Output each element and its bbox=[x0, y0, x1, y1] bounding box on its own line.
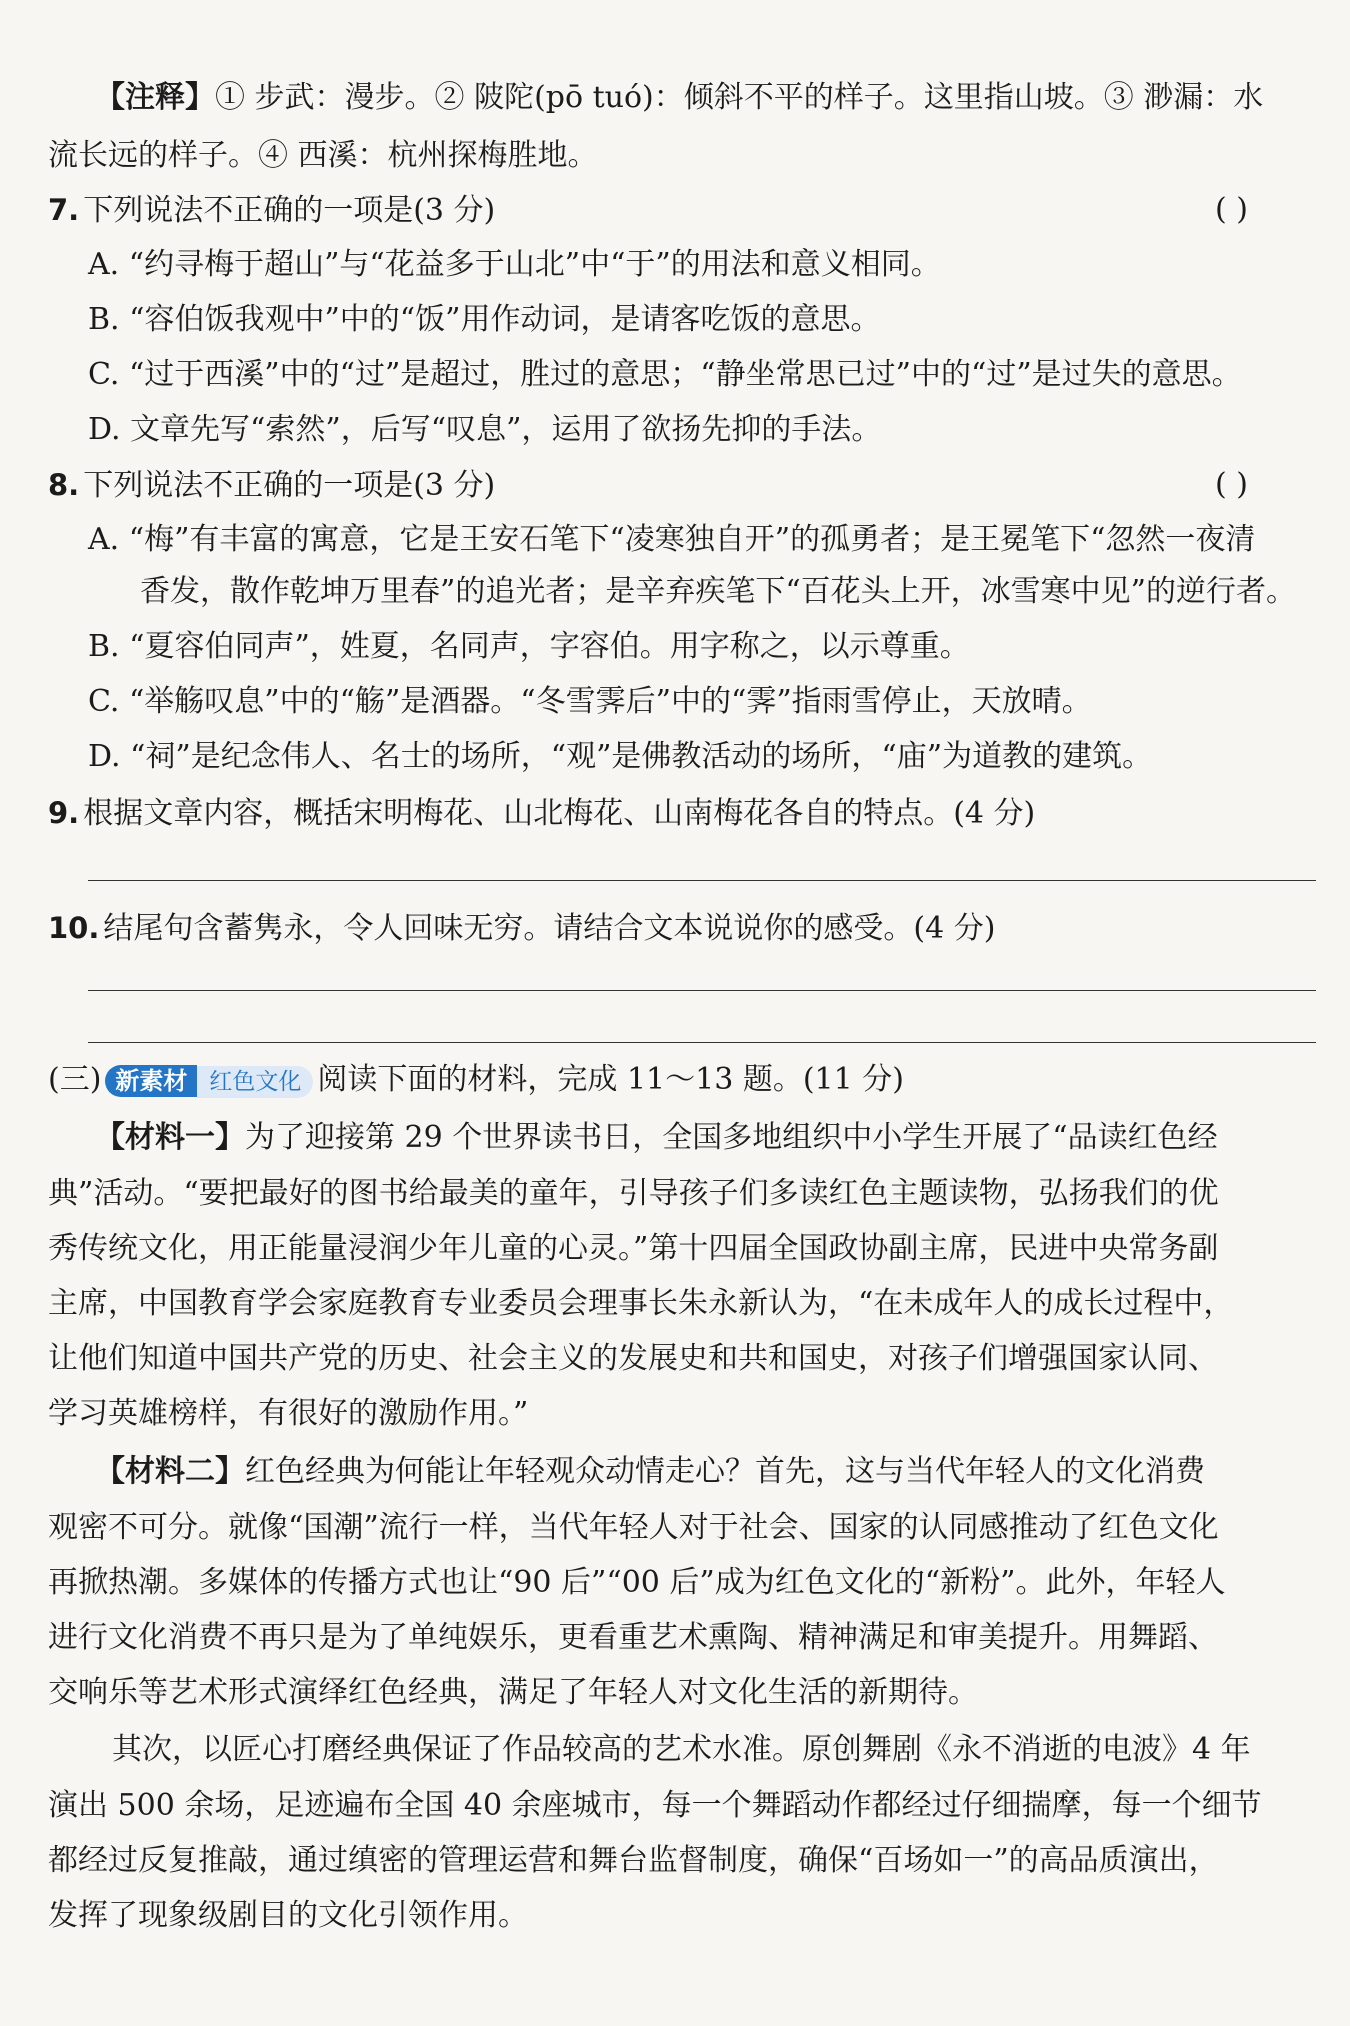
text-line bbox=[88, 682, 1092, 722]
text-line bbox=[88, 410, 881, 450]
line-text: 其次，以匠心打磨经典保证了作品较高的艺术水准。原创舞剧《永不消逝的电波》4 年 bbox=[112, 1732, 1251, 1767]
line-text: 再掀热潮。多媒体的传播方式也让“90 后”“00 后”成为红色文化的“新粉”。此外，年轻人 bbox=[48, 1565, 1226, 1600]
section-3-heading bbox=[48, 1060, 904, 1102]
question-number: 7. bbox=[48, 193, 80, 227]
text-line bbox=[48, 793, 1035, 834]
line-text: 结尾句含蓄隽永，令人回味无穷。请结合文本说说你的感受。(4 分) bbox=[103, 911, 996, 946]
line-text: 流长远的样子。④ 西溪：杭州探梅胜地。 bbox=[48, 138, 598, 173]
text-line bbox=[95, 78, 1263, 118]
text-line bbox=[48, 1339, 1218, 1379]
line-text: B. “容伯饭我观中”中的“饭”用作动词，是请客吃饭的意思。 bbox=[88, 302, 881, 337]
text-line bbox=[48, 1508, 1219, 1548]
text-line bbox=[48, 190, 495, 231]
text-line bbox=[48, 1174, 1219, 1214]
answer-bracket-q7[interactable]: ( ) bbox=[1215, 192, 1248, 227]
line-text: B. “夏容伯同声”，姓夏，名同声，字容伯。用字称之，以示尊重。 bbox=[88, 629, 970, 664]
text-line bbox=[88, 300, 880, 340]
line-text: 香发，散作乾坤万里春”的追光者；是辛弃疾笔下“百花头上开，冰雪寒中见”的逆行者。 bbox=[140, 574, 1297, 609]
line-text: ① 步武：漫步。② 陂陀(pō tuó)：倾斜不平的样子。这里指山坡。③ 渺漏：水 bbox=[215, 80, 1264, 115]
line-text: 下列说法不正确的一项是(3 分) bbox=[83, 468, 496, 503]
line-text: 都经过反复推敲，通过缜密的管理运营和舞台监督制度，确保“百场如一”的高品质演出， bbox=[48, 1843, 1219, 1878]
text-line bbox=[48, 1673, 978, 1713]
text-line bbox=[88, 245, 941, 285]
text-line bbox=[48, 1229, 1218, 1269]
line-text: 典”活动。“要把最好的图书给最美的童年，引导孩子们多读红色主题读物，弘扬我们的优 bbox=[48, 1176, 1219, 1211]
line-text: 秀传统文化，用正能量浸润少年儿童的心灵。”第十四届全国政协副主席，民进中央常务副 bbox=[48, 1231, 1219, 1266]
line-text: C. “过于西溪”中的“过”是超过，胜过的意思；“静坐常思已过”中的“过”是过失的意思。 bbox=[88, 357, 1242, 392]
line-text: D. 文章先写“索然”，后写“叹息”，运用了欲扬先抑的手法。 bbox=[88, 412, 882, 447]
answer-line-q10-1[interactable] bbox=[88, 990, 1316, 991]
text-line bbox=[88, 737, 1152, 777]
text-line bbox=[48, 136, 598, 176]
line-text: 学习英雄榜样，有很好的激励作用。” bbox=[48, 1396, 529, 1431]
text-line bbox=[48, 1284, 1233, 1324]
line-text: 交响乐等艺术形式演绎红色经典，满足了年轻人对文化生活的新期待。 bbox=[48, 1675, 978, 1710]
text-line bbox=[48, 1394, 528, 1434]
text-line bbox=[48, 1563, 1225, 1603]
section-3-number: (三) bbox=[48, 1062, 102, 1097]
line-text: 观密不可分。就像“国潮”流行一样，当代年轻人对于社会、国家的认同感推动了红色文化 bbox=[48, 1510, 1219, 1545]
text-line bbox=[112, 1730, 1251, 1770]
question-number: 10. bbox=[48, 911, 100, 945]
text-line bbox=[48, 1618, 1218, 1658]
text-line bbox=[88, 520, 1255, 560]
line-text: D. “祠”是纪念伟人、名士的场所，“观”是佛教活动的场所，“庙”为道教的建筑。 bbox=[88, 739, 1153, 774]
line-text: 下列说法不正确的一项是(3 分) bbox=[83, 193, 496, 228]
text-line bbox=[48, 1786, 1262, 1826]
section-3-instruction: 阅读下面的材料，完成 11～13 题。(11 分) bbox=[317, 1062, 904, 1097]
line-text: 发挥了现象级剧目的文化引领作用。 bbox=[48, 1898, 528, 1933]
line-text: A. “梅”有丰富的寓意，它是王安石笔下“凌寒独自开”的孤勇者；是王冕笔下“忽然一夜清 bbox=[88, 522, 1256, 557]
line-text: A. “约寻梅于超山”与“花益多于山北”中“于”的用法和意义相同。 bbox=[88, 247, 941, 282]
line-text: 根据文章内容，概括宋明梅花、山北梅花、山南梅花各自的特点。(4 分) bbox=[83, 796, 1036, 831]
question-number: 8. bbox=[48, 468, 80, 502]
answer-line-q10-2[interactable] bbox=[88, 1042, 1316, 1043]
text-line bbox=[95, 1118, 1218, 1158]
new-material-badge: 新素材 bbox=[105, 1065, 197, 1097]
answer-line-q9[interactable] bbox=[88, 880, 1316, 881]
line-text: 演出 500 余场，足迹遍布全国 40 余座城市，每一个舞蹈动作都经过仔细揣摩，每一个细节 bbox=[48, 1788, 1262, 1823]
answer-bracket-q8[interactable]: ( ) bbox=[1215, 467, 1248, 502]
text-line bbox=[48, 1841, 1219, 1881]
text-line bbox=[48, 465, 495, 506]
bracket-label: 【材料二】 bbox=[95, 1454, 245, 1489]
text-line bbox=[95, 1452, 1205, 1492]
line-text: 让他们知道中国共产党的历史、社会主义的发展史和共和国史，对孩子们增强国家认同、 bbox=[48, 1341, 1218, 1376]
text-line bbox=[88, 627, 970, 667]
line-text: 为了迎接第 29 个世界读书日，全国多地组织中小学生开展了“品读红色经 bbox=[245, 1120, 1218, 1155]
question-number: 9. bbox=[48, 796, 80, 830]
red-culture-badge: 红色文化 bbox=[197, 1066, 313, 1098]
line-text: 主席，中国教育学会家庭教育专业委员会理事长朱永新认为，“在未成年人的成长过程中， bbox=[48, 1286, 1234, 1321]
text-line bbox=[140, 572, 1296, 612]
bracket-label: 【材料一】 bbox=[95, 1120, 245, 1155]
line-text: C. “举觞叹息”中的“觞”是酒器。“冬雪霁后”中的“霁”指雨雪停止，天放晴。 bbox=[88, 684, 1092, 719]
line-text: 进行文化消费不再只是为了单纯娱乐，更看重艺术熏陶、精神满足和审美提升。用舞蹈、 bbox=[48, 1620, 1218, 1655]
text-line bbox=[48, 908, 995, 949]
bracket-label: 【注释】 bbox=[95, 80, 215, 115]
text-line bbox=[48, 1896, 528, 1936]
text-line bbox=[88, 355, 1242, 395]
line-text: 红色经典为何能让年轻观众动情走心？首先，这与当代年轻人的文化消费 bbox=[245, 1454, 1205, 1489]
